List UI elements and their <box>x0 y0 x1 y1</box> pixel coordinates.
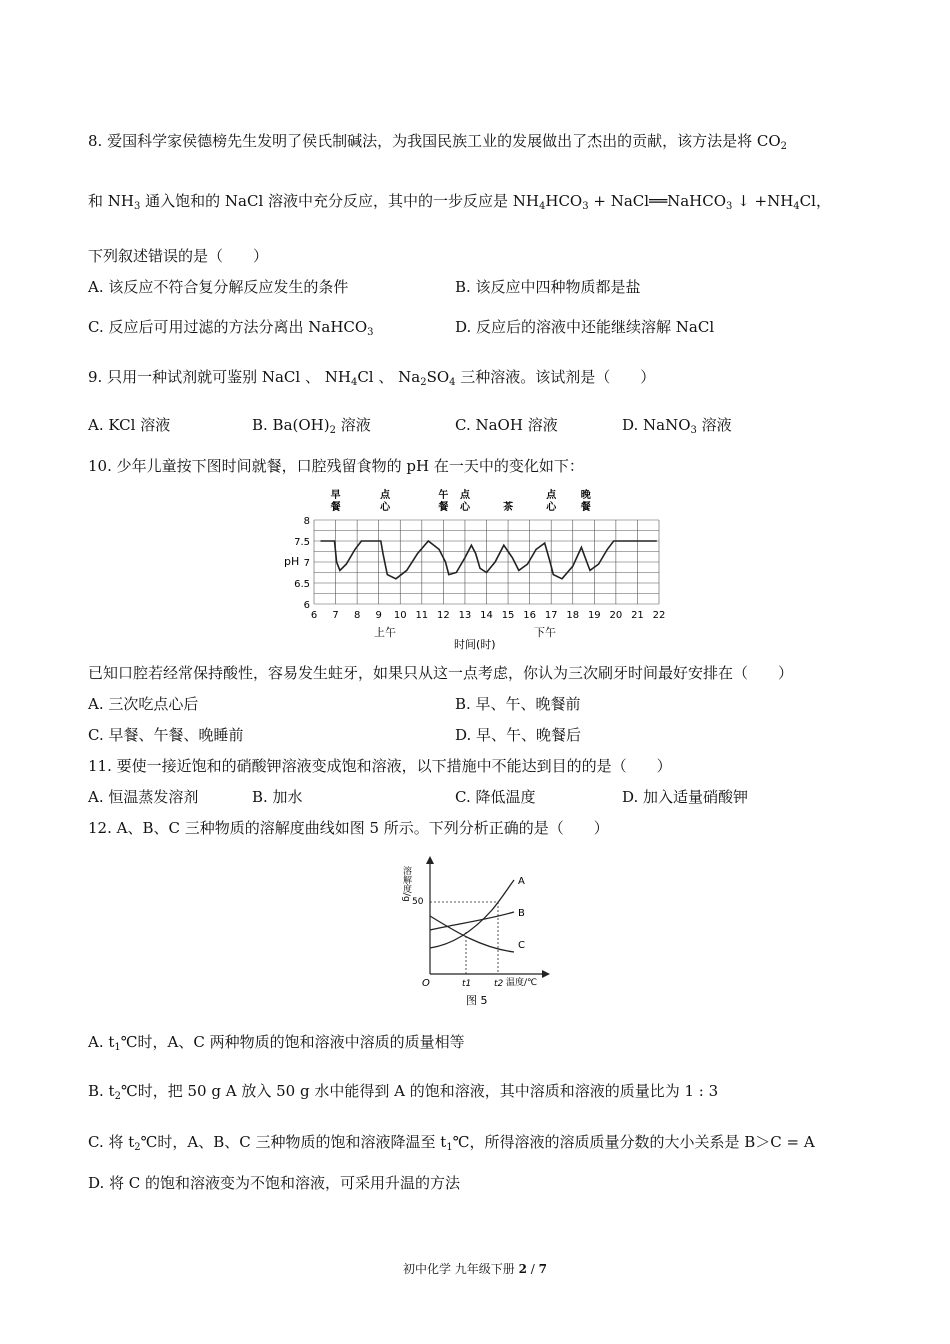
ph-y-tick: 6.5 <box>294 579 310 590</box>
q12-option-b: B. $t_2℃$时，把 50 g A 放入 50 g 水中能得到 A 的饱和溶液，其中溶质和溶液的质量比为 1 : 3 <box>88 1082 719 1102</box>
q8-stem-line3: 下列叙述错误的是（ ） <box>88 247 269 265</box>
ph-x-tick: 8 <box>353 610 361 621</box>
q8-option-b: B. 该反应中四种物质都是盐 <box>455 278 641 296</box>
q11-option-d: D. 加入适量硝酸钾 <box>622 788 749 806</box>
sol-y-arrow <box>426 856 434 864</box>
sol-t2: t2 <box>494 979 504 989</box>
ph-y-tick: 7 <box>303 558 310 569</box>
sol-origin: O <box>422 978 430 989</box>
q12-option-d: D. 将 C 的饱和溶液变为不饱和溶液，可采用升温的方法 <box>88 1174 461 1192</box>
q8-option-a: A. 该反应不符合复分解反应发生的条件 <box>88 278 349 296</box>
q9-option-d: D. NaNO$_3$ 溶液 <box>622 416 732 436</box>
ph-meal-label: 点 <box>546 490 557 501</box>
ph-meal-label: 心 <box>459 502 470 513</box>
ph-meal-label: 餐 <box>330 502 341 513</box>
ph-chart <box>268 484 678 654</box>
q8-stem-line2: 和 $NH_3$ 通入饱和的 NaCl 溶液中充分反应，其中的一步反应是 $NH_4HCO_3$ + NaCl══NaHCO$_3$ ↓ $+NH_4Cl$， <box>88 192 831 212</box>
ph-x-tick: 17 <box>544 610 558 621</box>
ph-x-tick: 10 <box>393 610 407 621</box>
ph-x-tick: 20 <box>609 610 623 621</box>
ph-chart-x-ticks <box>311 610 666 621</box>
sol-x-arrow <box>542 970 550 978</box>
q9-stem: 9. 只用一种试剂就可鉴别 NaCl 、 $NH_4Cl$ 、 $Na_2SO_4$ 三种溶液。该试剂是（ ） <box>88 368 656 388</box>
sol-caption: 图 5 <box>466 994 488 1007</box>
q12-option-a: A. $t_1℃$时，A、C 两种物质的饱和溶液中溶质的质量相等 <box>88 1033 465 1053</box>
ph-x-tick: 6 <box>310 610 318 621</box>
sol-label-b: B <box>518 908 525 919</box>
sol-label-c: C <box>518 940 525 951</box>
ph-meal-label: 午 <box>438 490 449 501</box>
ph-chart-ylabel: pH <box>284 555 300 568</box>
ph-meal-label: 早 <box>330 490 341 501</box>
ph-x-tick: 19 <box>587 610 601 621</box>
ph-series-line <box>321 541 657 579</box>
ph-y-tick: 8 <box>303 516 310 527</box>
sol-y-mark: 50 <box>412 897 424 907</box>
ph-meal-label: 心 <box>380 502 391 513</box>
ph-meal-label: 茶 <box>503 502 514 513</box>
ph-chart-grid <box>314 520 659 604</box>
sol-ylabel: 溶解度/g <box>401 866 411 902</box>
q8-option-d: D. 反应后的溶液中还能继续溶解 NaCl <box>455 318 715 336</box>
q9-option-c: C. NaOH 溶液 <box>455 416 558 434</box>
q10-option-a: A. 三次吃点心后 <box>88 695 199 713</box>
solubility-chart <box>396 852 556 1012</box>
ph-y-tick: 7.5 <box>294 537 310 548</box>
q8-option-c: C. 反应后可用过滤的方法分离出 NaHCO$_3$ <box>88 318 374 338</box>
ph-x-tick: 15 <box>501 610 515 621</box>
ph-x-tick: 16 <box>523 610 536 621</box>
sol-curve-a <box>430 880 514 948</box>
q11-stem: 11. 要使一接近饱和的硝酸钾溶液变成饱和溶液，以下措施中不能达到目的的是（ ） <box>88 757 672 775</box>
q10-option-b: B. 早、午、晚餐前 <box>455 695 581 713</box>
ph-meal-label: 晚 <box>580 490 591 501</box>
ph-chart-pm-label: 下午 <box>534 626 556 639</box>
ph-x-tick: 21 <box>631 610 644 621</box>
ph-chart-meal-labels <box>330 488 591 513</box>
ph-x-tick: 12 <box>437 610 450 621</box>
q12-stem: 12. A、B、C 三种物质的溶解度曲线如图 5 所示。下列分析正确的是（ ） <box>88 819 609 837</box>
ph-x-tick: 18 <box>566 610 580 621</box>
q9-option-b: B. $Ba(OH)_2$ 溶液 <box>252 416 371 436</box>
ph-x-tick: 14 <box>480 610 493 621</box>
ph-meal-label: 心 <box>546 502 557 513</box>
ph-meal-label: 点 <box>380 490 391 501</box>
q10-question: 已知口腔若经常保持酸性，容易发生蛀牙，如果只从这一点考虑，你认为三次刷牙时间最好安排在（ ） <box>88 664 794 682</box>
q11-option-c: C. 降低温度 <box>455 788 536 806</box>
ph-meal-label: 餐 <box>580 502 591 513</box>
q10-option-c: C. 早餐、午餐、晚睡前 <box>88 726 244 744</box>
ph-y-tick: 6 <box>303 600 310 611</box>
ph-x-tick: 7 <box>332 610 339 621</box>
q10-option-d: D. 早、午、晚餐后 <box>455 726 582 744</box>
sol-t1: t1 <box>462 979 472 989</box>
q8-stem-line1: 8. 爱国科学家侯德榜先生发明了侯氏制碱法，为我国民族工业的发展做出了杰出的贡献，该方法是将 $CO_2$ <box>88 132 788 152</box>
sol-xlabel: 温度/℃ <box>506 978 538 988</box>
sol-curve-b <box>430 912 514 930</box>
ph-chart-am-label: 上午 <box>374 626 396 639</box>
ph-chart-xlabel: 时间(时) <box>454 638 496 651</box>
ph-x-tick: 22 <box>652 610 666 621</box>
sol-label-a: A <box>518 876 525 887</box>
q10-stem: 10. 少年儿童按下图时间就餐，口腔残留食物的 pH 在一天中的变化如下： <box>88 457 584 475</box>
q12-option-c: C. 将 $t_2℃$时，A、B、C 三种物质的饱和溶液降温至 $t_1℃$，所得溶液的溶质质量分数的大小关系是 B＞C = A <box>88 1133 815 1153</box>
ph-meal-label: 餐 <box>438 502 449 513</box>
q11-option-b: B. 加水 <box>252 788 303 806</box>
q11-option-a: A. 恒温蒸发溶剂 <box>88 788 199 806</box>
ph-x-tick: 11 <box>415 610 429 621</box>
page-footer: 初中化学 九年级下册 2 / 7 <box>402 1262 548 1276</box>
ph-x-tick: 13 <box>458 610 472 621</box>
q9-option-a: A. KCl 溶液 <box>88 416 171 434</box>
ph-meal-label: 点 <box>459 490 470 501</box>
ph-x-tick: 9 <box>375 610 382 621</box>
